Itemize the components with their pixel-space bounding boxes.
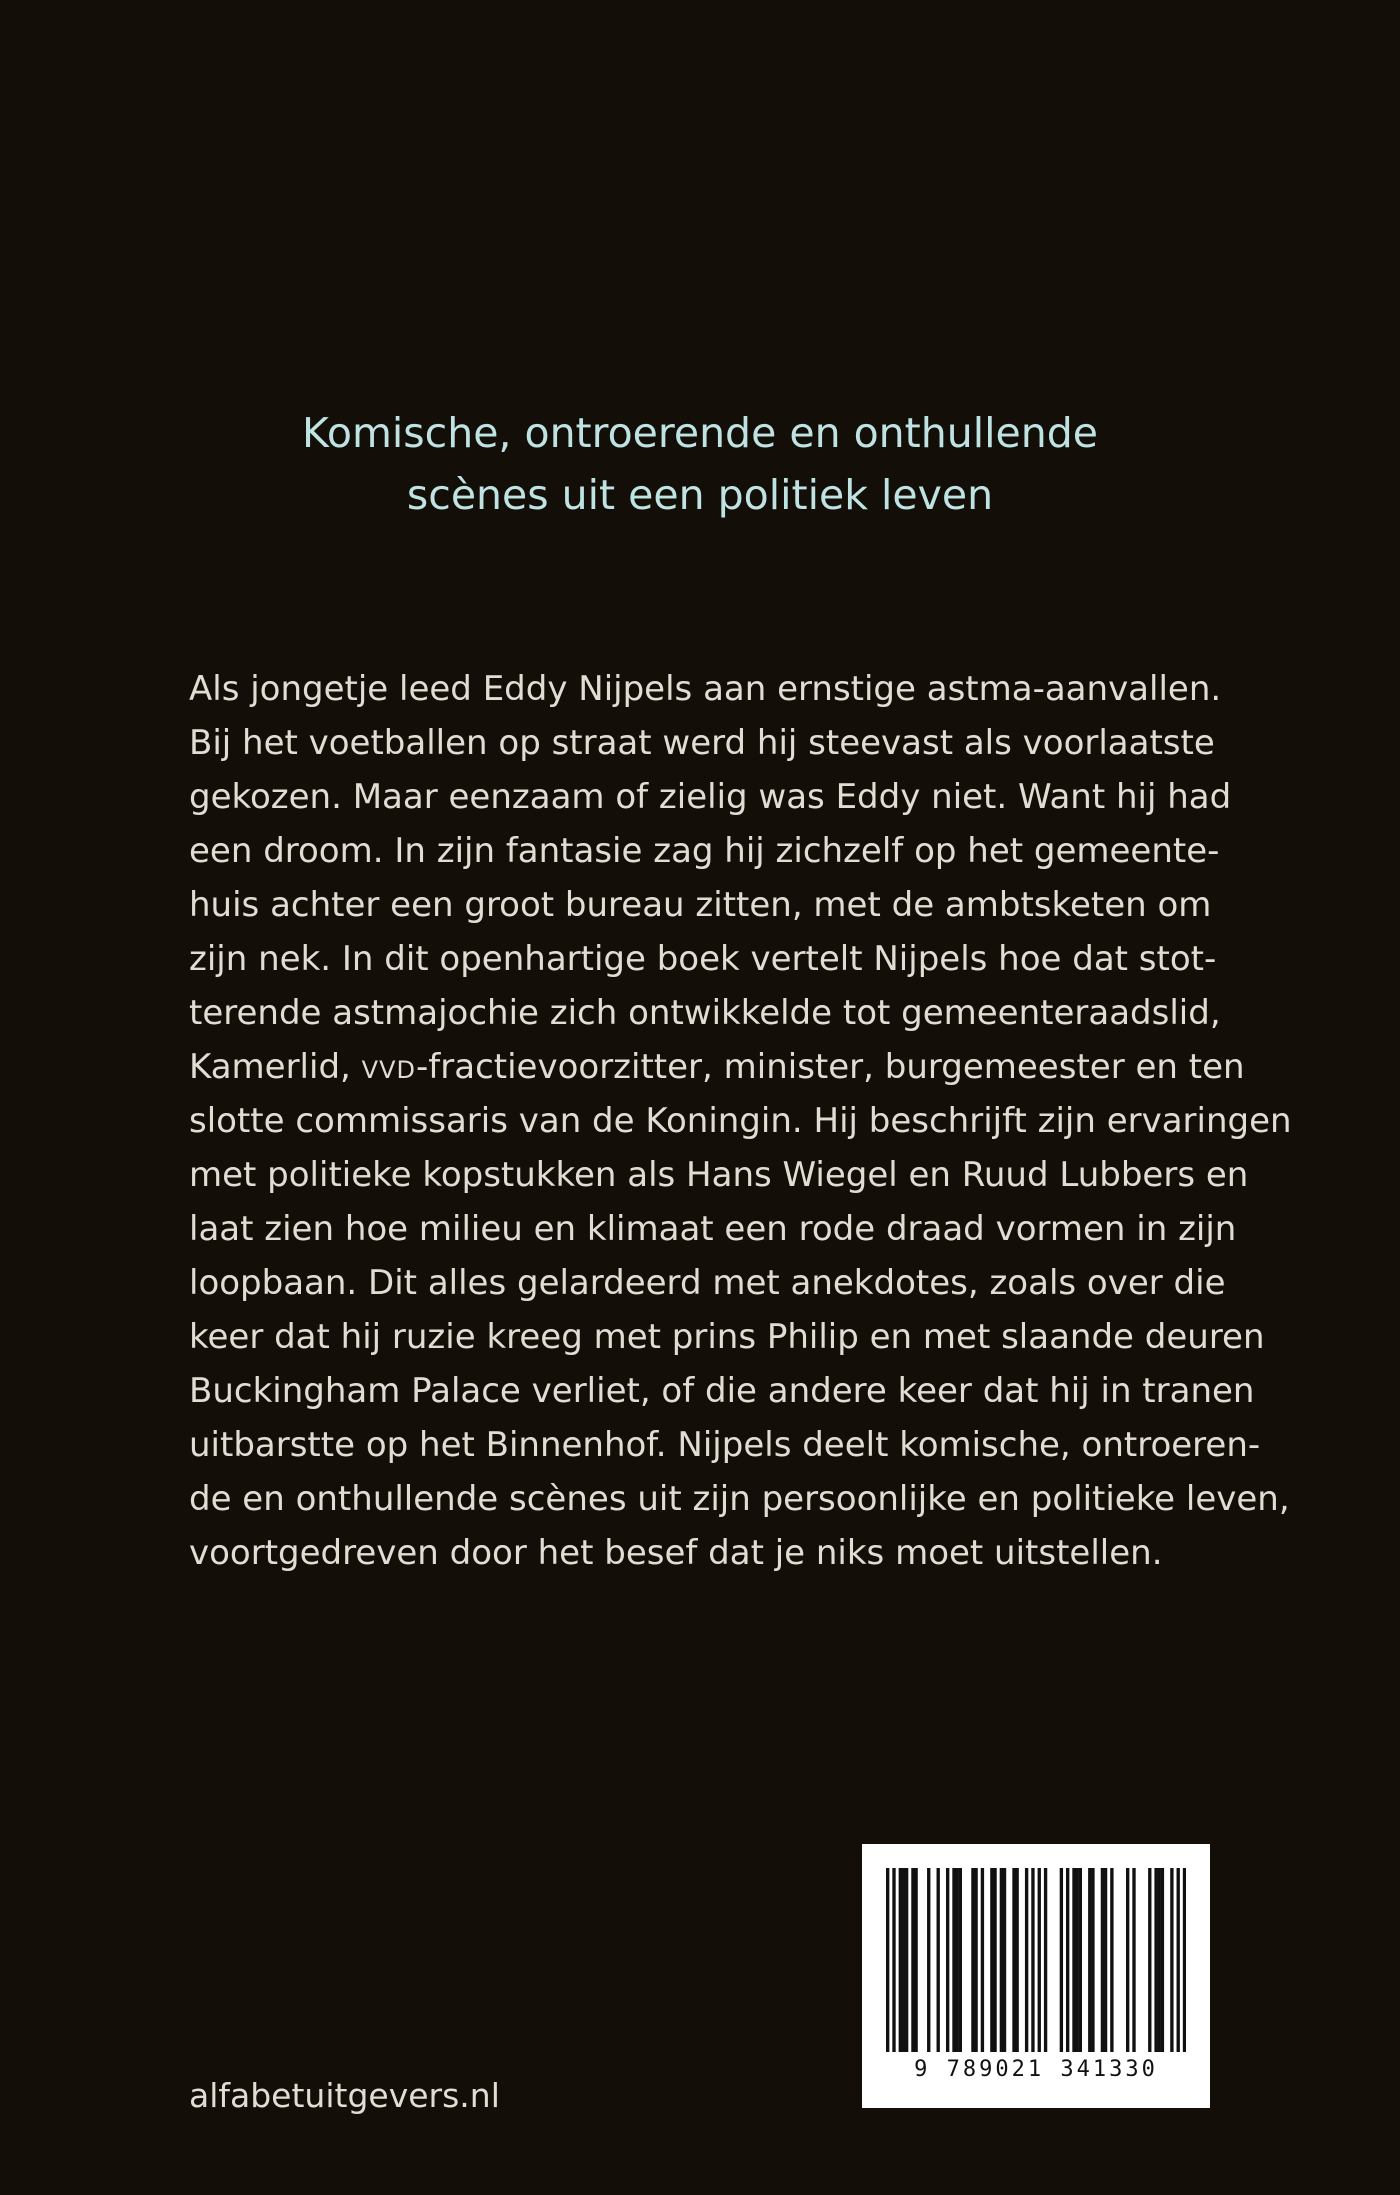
barcode-bar: [937, 1868, 940, 2052]
barcode-bar: [1126, 1868, 1129, 2052]
barcode-bar: [1177, 1868, 1180, 2052]
blurb-line-last: voortgedreven door het besef dat je niks moet uitstellen.: [189, 1533, 1163, 1573]
barcode-bar: [955, 1868, 958, 2052]
barcode-bar: [1031, 1868, 1034, 2052]
blurb-line: de en onthullende scènes uit zijn persoonlijke en politieke leven,: [189, 1479, 1290, 1519]
barcode-bar: [1154, 1868, 1157, 2052]
barcode-bar: [914, 1868, 917, 2052]
blurb-line: terende astmajochie zich ontwikkelde tot gemeenteraadslid,: [189, 993, 1221, 1033]
barcode-bar: [981, 1868, 984, 2052]
blurb-line-part: -fractievoorzitter, minister, burgemeester en ten: [416, 1047, 1245, 1087]
barcode-bar: [1015, 1868, 1018, 2052]
blurb-line: gekozen. Maar eenzaam of zielig was Eddy niet. Want hij had: [189, 777, 1232, 817]
barcode-bar: [952, 1868, 955, 2052]
barcode-bar: [1072, 1868, 1075, 2052]
blurb-line-part: Kamerlid,: [189, 1047, 362, 1087]
barcode-bar: [1038, 1868, 1041, 2052]
publisher-website: alfabetuitgevers.nl: [189, 2076, 500, 2115]
barcode-bar: [905, 1868, 908, 2052]
blurb-line: laat zien hoe milieu en klimaat een rode draad vormen in zijn: [189, 1209, 1237, 1249]
blurb-line: Als jongetje leed Eddy Nijpels aan ernstige astma-aanvallen.: [189, 669, 1222, 709]
party-abbreviation: vvd: [361, 1047, 417, 1087]
cover-tagline: [200, 402, 1200, 526]
barcode-bar: [1025, 1868, 1028, 2052]
barcode-bar: [1060, 1868, 1063, 2052]
barcode-bar: [1000, 1868, 1003, 2052]
barcode-bar: [1148, 1868, 1151, 2052]
barcode-bar: [1075, 1868, 1078, 2052]
barcode-bar: [892, 1868, 895, 2052]
barcode-bar: [1110, 1868, 1113, 2052]
barcode-bar: [1101, 1868, 1104, 2052]
barcode-bar: [959, 1868, 962, 2052]
blurb-line: zijn nek. In dit openhartige boek vertelt Nijpels hoe dat stot-: [189, 939, 1217, 979]
barcode-bar: [911, 1868, 914, 2052]
isbn-number: 9 789021 341330: [914, 2057, 1158, 2082]
blurb-line: met politieke kopstukken als Hans Wiegel en Ruud Lubbers en: [189, 1155, 1249, 1195]
blurb-line: keer dat hij ruzie kreeg met prins Philip en met slaande deuren: [189, 1317, 1265, 1357]
cover-blurb: [189, 662, 1292, 1580]
barcode-bar: [1066, 1868, 1069, 2052]
barcode-bar: [1079, 1868, 1082, 2052]
barcode-bar: [1161, 1868, 1164, 2052]
tagline-line-1: Komische, ontroerende en onthullende: [302, 409, 1098, 457]
barcode-bars: [886, 1868, 1186, 2052]
blurb-line: slotte commissaris van de Koningin. Hij beschrijft zijn ervaringen: [189, 1101, 1292, 1141]
blurb-line: Bij het voetballen op straat werd hij steevast als voorlaatste: [189, 723, 1215, 763]
barcode-bar: [1132, 1868, 1135, 2052]
barcode-bar: [886, 1868, 889, 2052]
blurb-line: Buckingham Palace verliet, of die andere keer dat hij in tranen: [189, 1371, 1255, 1411]
barcode-bar: [971, 1868, 974, 2052]
barcode-bar: [1003, 1868, 1006, 2052]
blurb-line: huis achter een groot bureau zitten, met de ambtsketen om: [189, 885, 1212, 925]
barcode-bar: [927, 1868, 930, 2052]
blurb-line: uitbarstte op het Binnenhof. Nijpels deelt komische, ontroeren-: [189, 1425, 1261, 1465]
barcode-bar: [1183, 1868, 1186, 2052]
barcode-bar: [1158, 1868, 1161, 2052]
barcode-bar: [899, 1868, 902, 2052]
blurb-line: [189, 1040, 1245, 1094]
isbn-barcode: [862, 1844, 1210, 2108]
barcode-bar: [1104, 1868, 1107, 2052]
barcode-bar: [902, 1868, 905, 2052]
blurb-line: loopbaan. Dit alles gelardeerd met anekdotes, zoals over die: [189, 1263, 1226, 1303]
blurb-line: een droom. In zijn fantasie zag hij zichzelf op het gemeente-: [189, 831, 1220, 871]
barcode-bar: [1044, 1868, 1047, 2052]
barcode-bar: [993, 1868, 996, 2052]
barcode-bar: [1088, 1868, 1091, 2052]
barcode-bar: [990, 1868, 993, 2052]
barcode-bar: [1170, 1868, 1173, 2052]
barcode-bar: [1012, 1868, 1015, 2052]
barcode-bar: [1091, 1868, 1094, 2052]
tagline-line-2: scènes uit een politiek leven: [406, 471, 994, 519]
barcode-bar: [974, 1868, 977, 2052]
barcode-bar: [946, 1868, 949, 2052]
